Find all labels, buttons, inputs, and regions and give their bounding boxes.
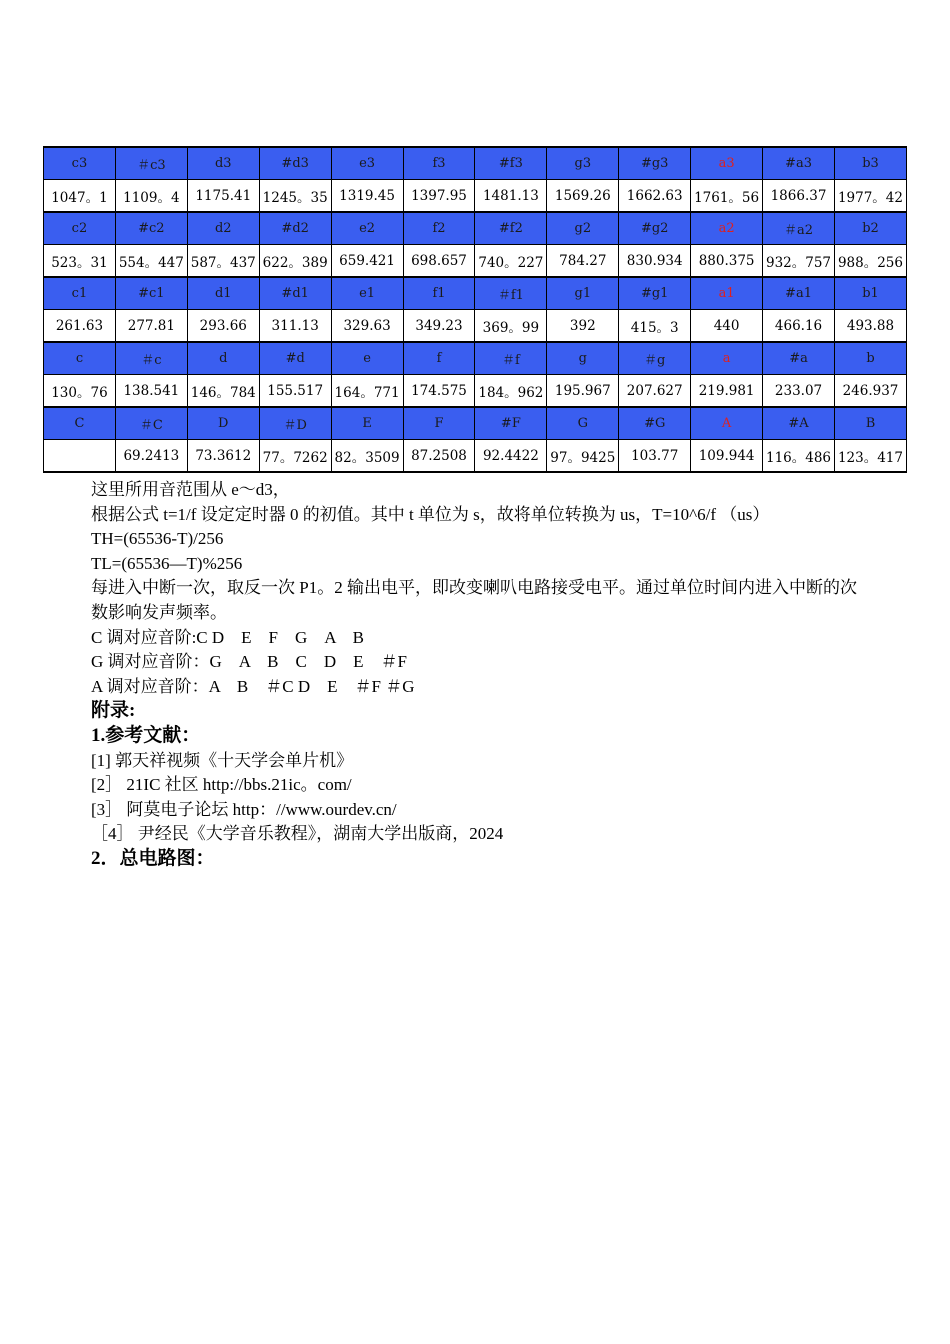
note-name-cell: g1: [547, 277, 619, 310]
frequency-cell: 1397.95: [403, 180, 475, 213]
circuit-heading: 2．总电路图：: [91, 847, 215, 869]
note-name-cell: d2: [187, 212, 259, 245]
note-name-cell: E: [331, 407, 403, 440]
reference-2: [2］ 21IC 社区 http://bbs.21ic。com/: [91, 775, 352, 795]
note-name-cell: b1: [834, 277, 906, 310]
note-name-row: [44, 407, 907, 440]
frequency-cell: 1245。35: [259, 180, 331, 213]
frequency-row: [44, 245, 907, 278]
frequency-cell: 207.627: [619, 375, 691, 408]
frequency-cell: 92.4422: [475, 440, 547, 473]
frequency-cell: 246.937: [834, 375, 906, 408]
note-name-row: [44, 342, 907, 375]
frequency-cell: 195.967: [547, 375, 619, 408]
reference-1: [1] 郭天祥视频《十天学会单片机》: [91, 750, 354, 770]
note-name-cell: b: [834, 342, 906, 375]
note-name-cell: #d1: [259, 277, 331, 310]
note-name-cell: #f2: [475, 212, 547, 245]
note-name-cell: f1: [403, 277, 475, 310]
frequency-cell: 146。784: [187, 375, 259, 408]
note-name-cell: D: [187, 407, 259, 440]
note-name-cell: f: [403, 342, 475, 375]
note-name-cell: #g2: [619, 212, 691, 245]
frequency-cell: 87.2508: [403, 440, 475, 473]
frequency-cell: 73.3612: [187, 440, 259, 473]
note-name-cell: ＃C: [115, 407, 187, 440]
frequency-cell: 329.63: [331, 310, 403, 343]
note-frequency-table: [43, 146, 907, 473]
frequency-cell: 392: [547, 310, 619, 343]
frequency-cell: 587。437: [187, 245, 259, 278]
note-name-cell: e: [331, 342, 403, 375]
g-scale-text: G 调对应音阶：G A B C D E ＃F: [91, 652, 407, 672]
note-name-cell: #A: [763, 407, 835, 440]
frequency-cell: 1866.37: [763, 180, 835, 213]
note-name-cell: G: [547, 407, 619, 440]
reference-3: [3］ 阿莫电子论坛 http：//www.ourdev.cn/: [91, 799, 397, 819]
note-name-cell: ＃f: [475, 342, 547, 375]
frequency-cell: 261.63: [44, 310, 116, 343]
note-name-cell: B: [834, 407, 906, 440]
note-name-cell: #a3: [763, 147, 835, 180]
frequency-cell: 1319.45: [331, 180, 403, 213]
frequency-cell: 1047。1: [44, 180, 116, 213]
note-name-row: [44, 277, 907, 310]
frequency-cell: 69.2413: [115, 440, 187, 473]
frequency-cell: 1109。4: [115, 180, 187, 213]
note-name-row: [44, 147, 907, 180]
appendix-heading: 附录:: [91, 700, 136, 722]
note-name-cell: d1: [187, 277, 259, 310]
note-name-cell: #d3: [259, 147, 331, 180]
interrupt-text: 每进入中断一次，取反一次 P1。2 输出电平，即改变喇叭电路接受电平。通过单位时间内进入中断的次数影响发声频率。: [91, 578, 857, 622]
frequency-cell: 138.541: [115, 375, 187, 408]
body-text: [91, 478, 891, 872]
frequency-cell: 174.575: [403, 375, 475, 408]
frequency-cell: 219.981: [691, 375, 763, 408]
references-heading: 1.参考文献：: [91, 724, 201, 746]
frequency-cell: 277.81: [115, 310, 187, 343]
note-name-row: [44, 212, 907, 245]
note-name-cell: #a1: [763, 277, 835, 310]
frequency-cell: 109.944: [691, 440, 763, 473]
frequency-cell: 740。227: [475, 245, 547, 278]
formula-text: 根据公式 t=1/f 设定定时器 0 的初值。其中 t 单位为 s，故将单位转换为 us，T=10^6/f （us）: [91, 504, 770, 524]
frequency-cell: 1761。56: [691, 180, 763, 213]
frequency-cell: 130。76: [44, 375, 116, 408]
tl-formula: TL=(65536—T)%256: [91, 553, 243, 573]
note-name-cell: a: [691, 342, 763, 375]
note-name-cell: e1: [331, 277, 403, 310]
note-name-cell: ＃g: [619, 342, 691, 375]
note-name-cell: g: [547, 342, 619, 375]
range-text: 这里所用音范围从 e～d3，: [91, 480, 290, 499]
a-scale-text: A 调对应音阶：A B ＃C D E ＃F ＃G: [91, 676, 415, 696]
frequency-cell: 932。757: [763, 245, 835, 278]
frequency-row: [44, 310, 907, 343]
note-name-cell: a2: [691, 212, 763, 245]
note-name-cell: C: [44, 407, 116, 440]
note-name-cell: e2: [331, 212, 403, 245]
frequency-cell: 164。771: [331, 375, 403, 408]
frequency-cell: 784.27: [547, 245, 619, 278]
frequency-cell: 698.657: [403, 245, 475, 278]
note-name-cell: #a: [763, 342, 835, 375]
frequency-cell: 369。99: [475, 310, 547, 343]
note-name-cell: A: [691, 407, 763, 440]
frequency-cell: 293.66: [187, 310, 259, 343]
frequency-cell: [44, 440, 116, 473]
note-name-cell: g2: [547, 212, 619, 245]
frequency-cell: 233.07: [763, 375, 835, 408]
note-name-cell: #g1: [619, 277, 691, 310]
frequency-cell: 988。256: [834, 245, 906, 278]
frequency-cell: 523。31: [44, 245, 116, 278]
frequency-cell: 493.88: [834, 310, 906, 343]
frequency-cell: 1481.13: [475, 180, 547, 213]
note-name-cell: d: [187, 342, 259, 375]
th-formula: TH=(65536-T)/256: [91, 529, 224, 549]
note-name-cell: b2: [834, 212, 906, 245]
note-name-cell: c: [44, 342, 116, 375]
frequency-cell: 123。417: [834, 440, 906, 473]
note-name-cell: f3: [403, 147, 475, 180]
note-name-cell: #d2: [259, 212, 331, 245]
frequency-cell: 97。9425: [547, 440, 619, 473]
frequency-cell: 466.16: [763, 310, 835, 343]
frequency-cell: 830.934: [619, 245, 691, 278]
frequency-cell: 77。7262: [259, 440, 331, 473]
note-name-cell: #c2: [115, 212, 187, 245]
note-name-cell: #f3: [475, 147, 547, 180]
note-name-cell: ＃c: [115, 342, 187, 375]
note-name-cell: c1: [44, 277, 116, 310]
frequency-cell: 554。447: [115, 245, 187, 278]
frequency-cell: 311.13: [259, 310, 331, 343]
note-name-cell: #c1: [115, 277, 187, 310]
note-name-cell: a1: [691, 277, 763, 310]
frequency-cell: 1175.41: [187, 180, 259, 213]
frequency-cell: 155.517: [259, 375, 331, 408]
frequency-row: [44, 375, 907, 408]
frequency-cell: 116。486: [763, 440, 835, 473]
frequency-row: [44, 180, 907, 213]
frequency-cell: 659.421: [331, 245, 403, 278]
frequency-cell: 349.23: [403, 310, 475, 343]
note-name-cell: ＃c3: [115, 147, 187, 180]
frequency-cell: 1977。42: [834, 180, 906, 213]
note-name-cell: #g3: [619, 147, 691, 180]
note-name-cell: f2: [403, 212, 475, 245]
frequency-cell: 82。3509: [331, 440, 403, 473]
note-name-cell: d3: [187, 147, 259, 180]
frequency-cell: 103.77: [619, 440, 691, 473]
note-name-cell: e3: [331, 147, 403, 180]
frequency-cell: 415。3: [619, 310, 691, 343]
frequency-cell: 880.375: [691, 245, 763, 278]
note-name-cell: #d: [259, 342, 331, 375]
note-name-cell: ＃a2: [763, 212, 835, 245]
frequency-row: [44, 440, 907, 473]
frequency-cell: 440: [691, 310, 763, 343]
note-name-cell: g3: [547, 147, 619, 180]
note-name-cell: ＃f1: [475, 277, 547, 310]
note-name-cell: c3: [44, 147, 116, 180]
c-scale-text: C 调对应音阶:C D E F G A B: [91, 627, 364, 647]
frequency-cell: 1569.26: [547, 180, 619, 213]
frequency-cell: 184。962: [475, 375, 547, 408]
frequency-cell: 622。389: [259, 245, 331, 278]
note-name-cell: c2: [44, 212, 116, 245]
note-name-cell: F: [403, 407, 475, 440]
note-name-cell: #G: [619, 407, 691, 440]
note-name-cell: #F: [475, 407, 547, 440]
reference-4: ［4］ 尹经民《大学音乐教程》，湖南大学出版商，2024: [91, 824, 504, 844]
note-name-cell: a3: [691, 147, 763, 180]
note-name-cell: ＃D: [259, 407, 331, 440]
note-name-cell: b3: [834, 147, 906, 180]
frequency-cell: 1662.63: [619, 180, 691, 213]
